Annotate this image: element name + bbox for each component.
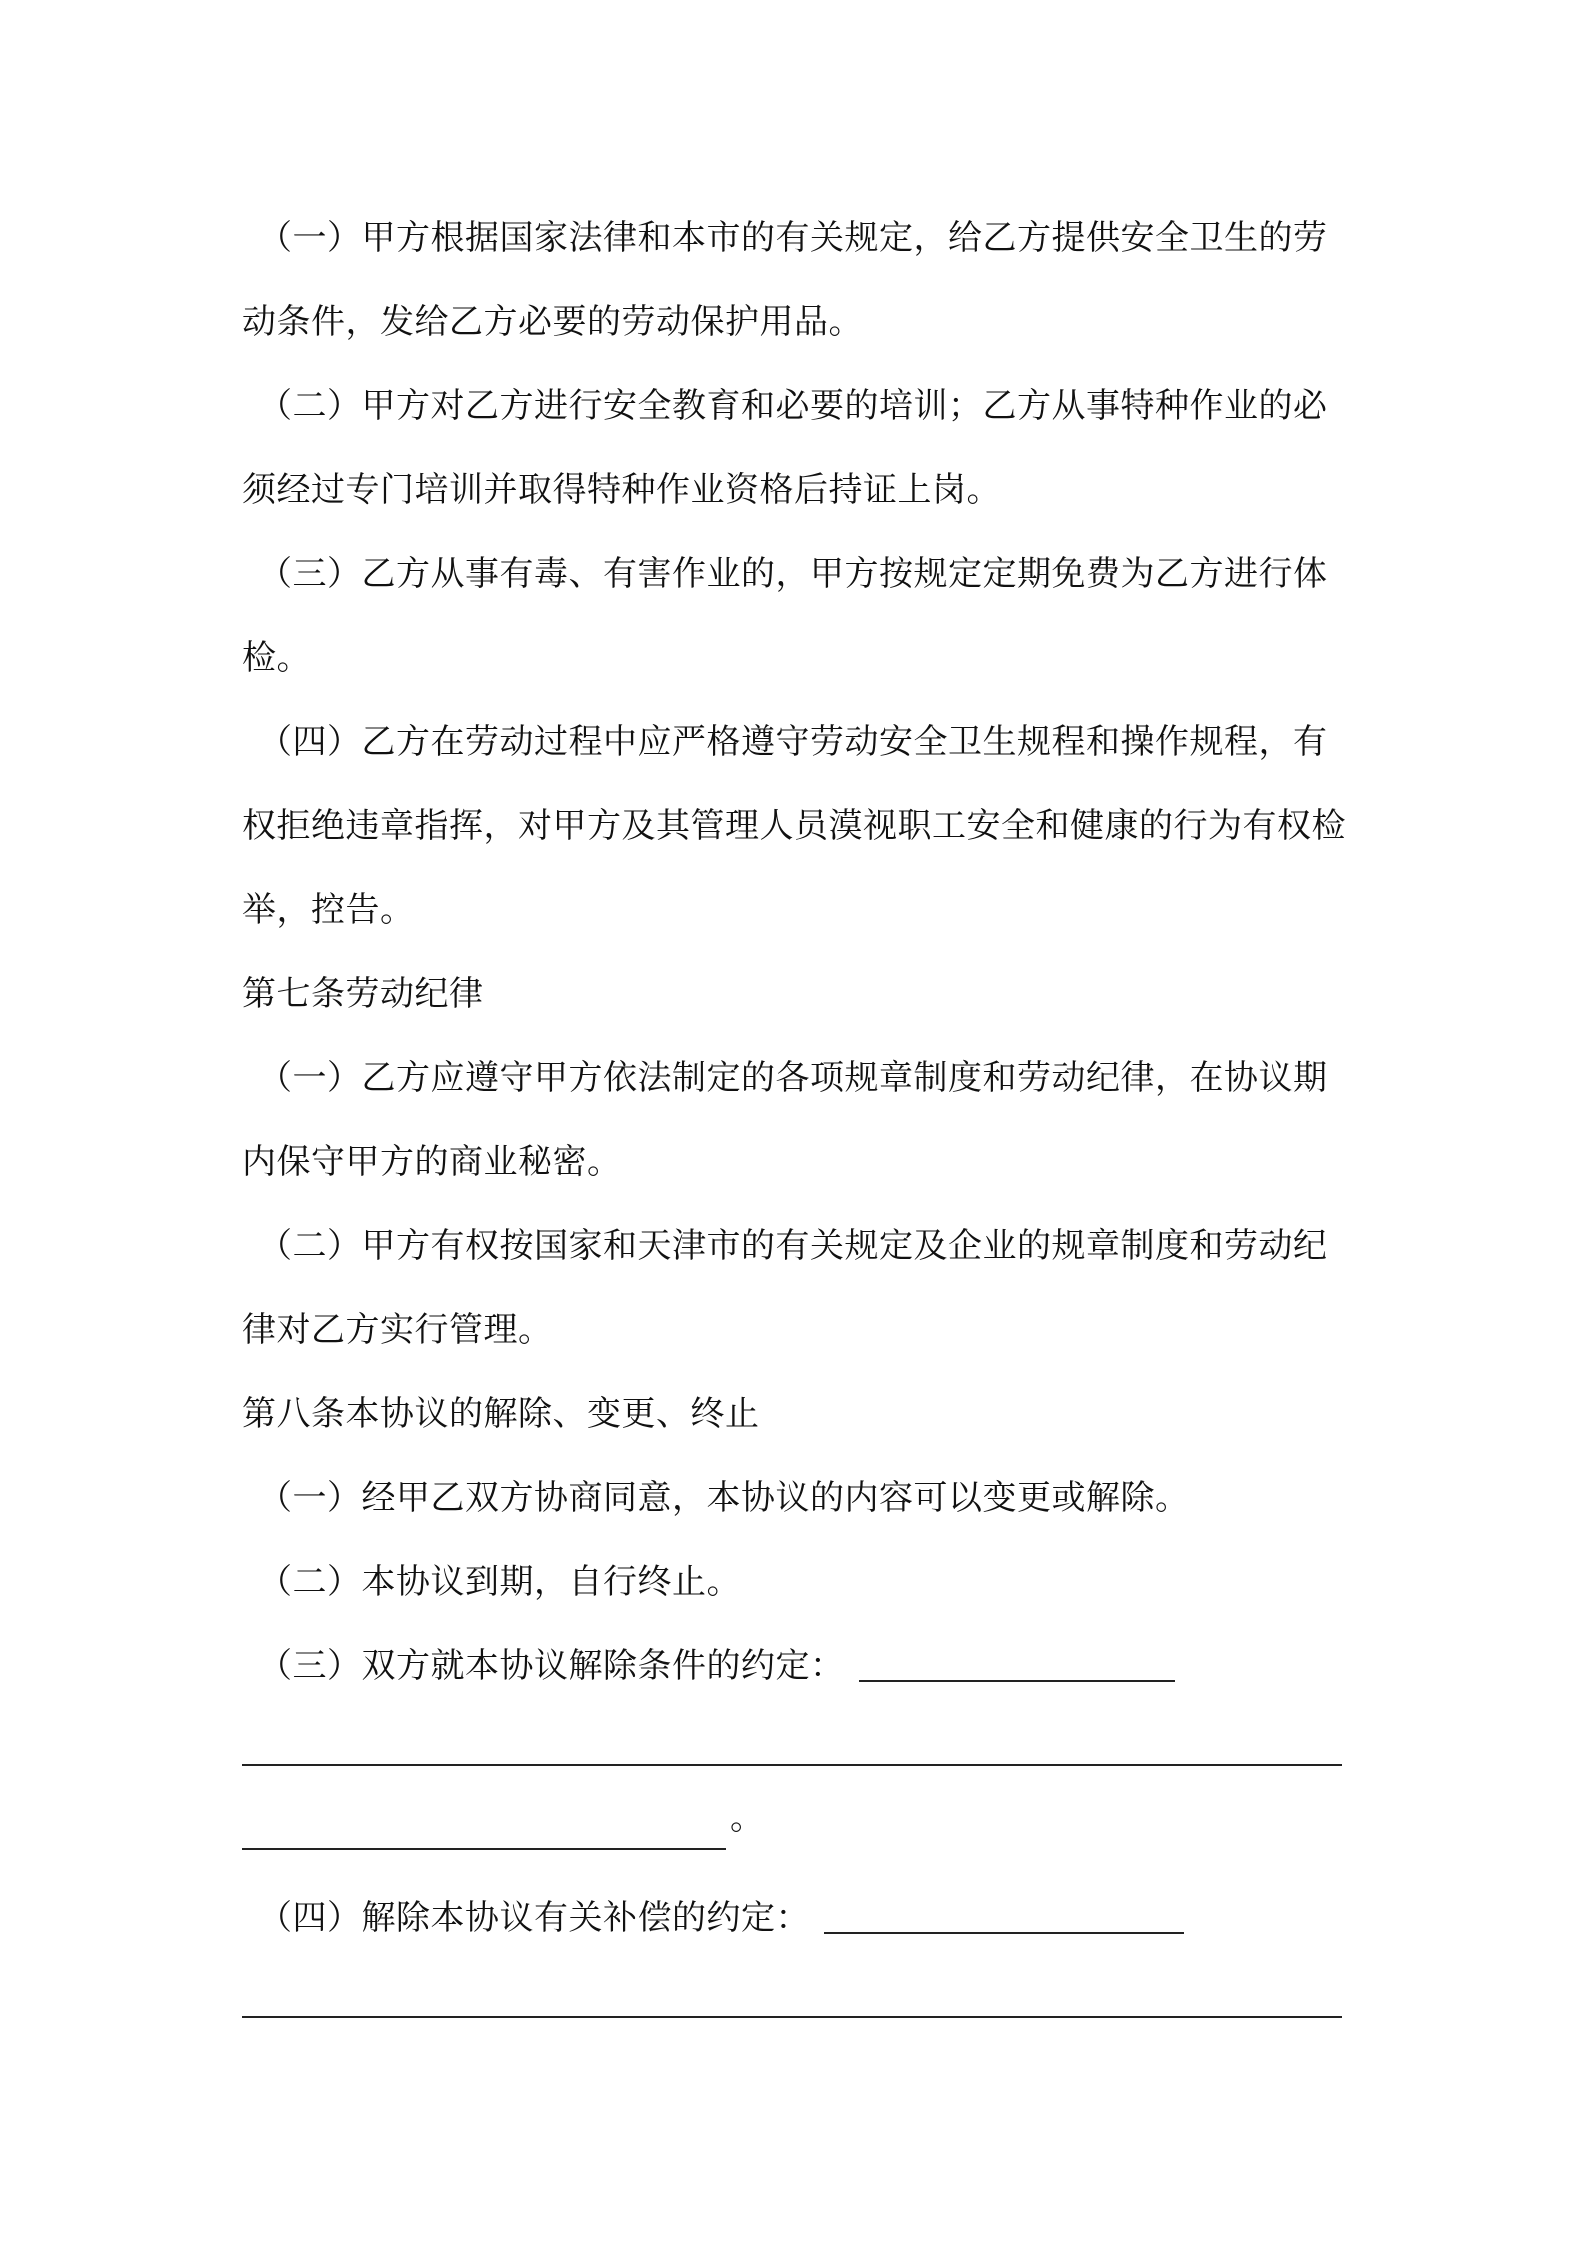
termination-conditions-line-3	[242, 1792, 1357, 1876]
paragraph-health-checkup: （三）乙方从事有毒、有害作业的，甲方按规定定期免费为乙方进行体检。	[242, 554, 1328, 678]
termination-conditions-line-2	[242, 1708, 1357, 1792]
article-7-heading: 第七条劳动纪律	[242, 974, 484, 1014]
termination-conditions-label: （三）双方就本协议解除条件的约定：	[258, 1646, 845, 1686]
fill-in-blank-line[interactable]	[242, 1764, 1342, 1766]
paragraph-safety-conditions: （一）甲方根据国家法律和本市的有关规定，给乙方提供安全卫生的劳动条件，发给乙方必要的劳动保护用品。	[242, 218, 1328, 342]
paragraph-expiry: （二）本协议到期，自行终止。	[258, 1562, 741, 1602]
paragraph-termination-conditions	[242, 1624, 1357, 1708]
paragraph-safety-training: （二）甲方对乙方进行安全教育和必要的培训；乙方从事特种作业的必须经过专门培训并取得特种作业资格后持证上岗。	[242, 386, 1328, 510]
paragraph-safety-rights: （四）乙方在劳动过程中应严格遵守劳动安全卫生规程和操作规程，有权拒绝违章指挥，对甲方及其管理人员漠视职工安全和健康的行为有权检举，控告。	[242, 722, 1346, 930]
compensation-label: （四）解除本协议有关补偿的约定：	[258, 1898, 810, 1938]
article-8-heading: 第八条本协议的解除、变更、终止	[242, 1394, 760, 1434]
fill-in-blank-line[interactable]	[242, 1848, 726, 1850]
paragraph-rules-compliance: （一）乙方应遵守甲方依法制定的各项规章制度和劳动纪律，在协议期内保守甲方的商业秘密。	[242, 1058, 1328, 1182]
compensation-blank[interactable]	[824, 1930, 1184, 1934]
termination-conditions-period: 。	[730, 1798, 765, 1838]
paragraph-mutual-consent: （一）经甲乙双方协商同意，本协议的内容可以变更或解除。	[258, 1478, 1190, 1518]
document-body	[242, 196, 1357, 2044]
paragraph-management-right: （二）甲方有权按国家和天津市的有关规定及企业的规章制度和劳动纪律对乙方实行管理。	[242, 1226, 1328, 1350]
termination-conditions-blank[interactable]	[859, 1678, 1175, 1682]
paragraph-compensation	[242, 1876, 1357, 1960]
fill-in-blank-line[interactable]	[242, 2016, 1342, 2018]
compensation-line-2	[242, 1960, 1357, 2044]
